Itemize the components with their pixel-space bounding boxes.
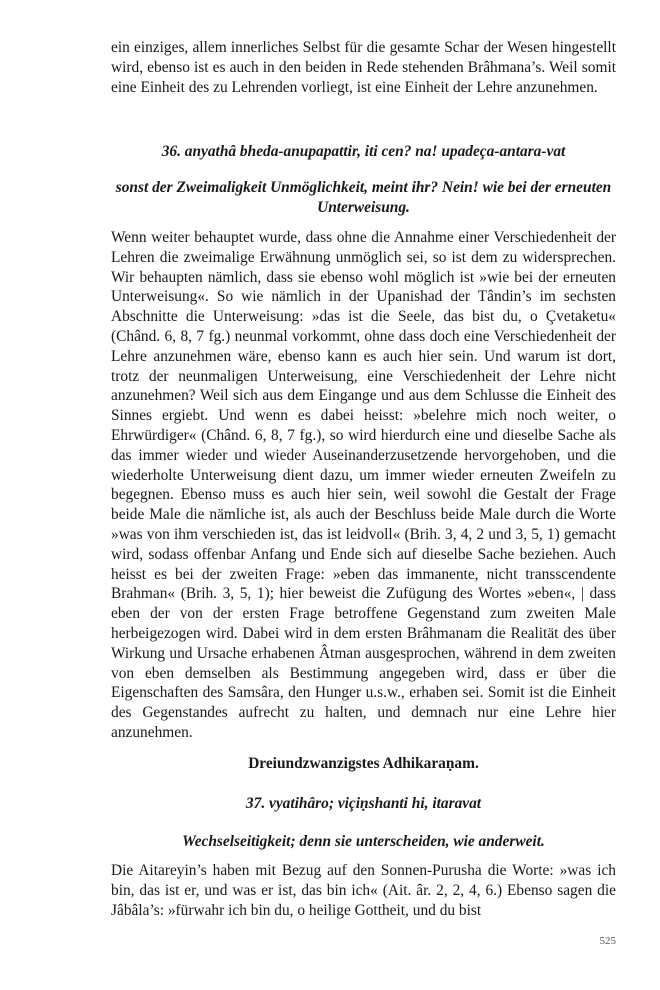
sutra-36-translation: sonst der Zweimaligkeit Unmöglichkeit, meint ihr? Nein! wie bei der erneuten Unterweisung. [115,179,612,216]
section-heading: Dreiundzwanzigstes Adhikaraṇam. [248,755,479,772]
commentary-paragraph: Wenn weiter behauptet wurde, dass ohne die Annahme einer Verschiedenheit der Lehren die zweimalige Erwähnung unmöglich sei, so ist dem zu widersprechen. Wir behaupten nämlich, dass sie ebenso wohl möglich ist »wie bei der erneuten Unterweisung«. So wie nämlich in der Upanishad der Tândin’s im sechsten Abschnitte die Unterweisung: »das ist die Seele, das bist du, o Çvetaketu« (Chând. 6, 8, 7 fg.) neunmal vorkommt, ohne dass doch eine Verschiedenheit der Lehre anzunehmen wäre, ebenso kann es auch hier sein. Und warum ist dort, trotz der neunmaligen Unterweisung, eine Verschiedenheit der Lehre nicht anzunehmen? Weil sich aus dem Eingange und aus dem Schlusse die Einheit des Sinnes ergiebt. Und wenn es dabei heisst: »belehre mich noch weiter, o Ehrwürdiger« (Chând. 6, 8, 7 fg.), so wird hierdurch eine und dieselbe Sache als das immer wieder und wieder Auseinanderzusetzende hervorgehoben, und die wiederholte Unterweisung dient dazu, um immer wieder erneuten Zweifeln zu begegnen. Ebenso muss es auch hier sein, weil sowohl die Gestalt der Frage beide Male die nämliche ist, als auch der Beschluss beide Male durch die Worte »was von ihm verschieden ist, das ist leidvoll« (Brih. 3, 4, 2 und 3, 5, 1) gemacht wird, sodass offenbar Anfang und Ende sich auf dieselbe Sache beziehen. Auch heisst es bei der zweiten Frage: »eben das immanente, nicht transscendente Brahman« (Brih. 3, 5, 1); hier beweist die Zufügung des Wortes »eben«, | dass eben der von der ersten Frage betroffene Gegenstand zum zweiten Male herbeigezogen wird. Dabei wird in dem ersten Brâhmanam die Realität des über Wirkung und Ursache erhabenen Âtman ausgesprochen, während in dem zweiten von eben demselben als Bestimmung angegeben wird, dass er über die Eigenschaften des Samsâra, den Hunger u.s.w., erhaben sei. Somit ist die Einheit des Gegenstandes aufrecht zu halten, und demnach nur eine Lehre hier anzunehmen. [111,229,616,741]
page-number: 525 [599,935,616,947]
sutra-36: 36. anyathâ bheda-anupapattir, iti cen? na! upadeça-antara-vat [161,143,566,160]
paragraph-continuation: ein einziges, allem innerliches Selbst für die gesamte Schar der Wesen hingestellt wird, ebenso ist es auch in den beiden in Rede stehenden Brâhmana’s. Weil somit eine Einheit des zu Lehrenden vorliegt, ist eine Einheit der Lehre anzunehmen. [111,39,616,96]
paragraph-bottom: Die Aitareyin’s haben mit Bezug auf den Sonnen-Purusha die Worte: »was ich bin, das ist er, und was er ist, das bin ich« (Ait. âr. 2, 2, 4, 6.) Ebenso sagen die Jâbâla’s: »fürwahr ich bin du, o heilige Gottheit, und du bist [111,862,616,919]
sutra-37-translation: Wechselseitigkeit; denn sie unterscheiden, wie anderweit. [182,833,545,850]
sutra-37: 37. vyatihâro; viçiṇshanti hi, itaravat [245,795,482,812]
